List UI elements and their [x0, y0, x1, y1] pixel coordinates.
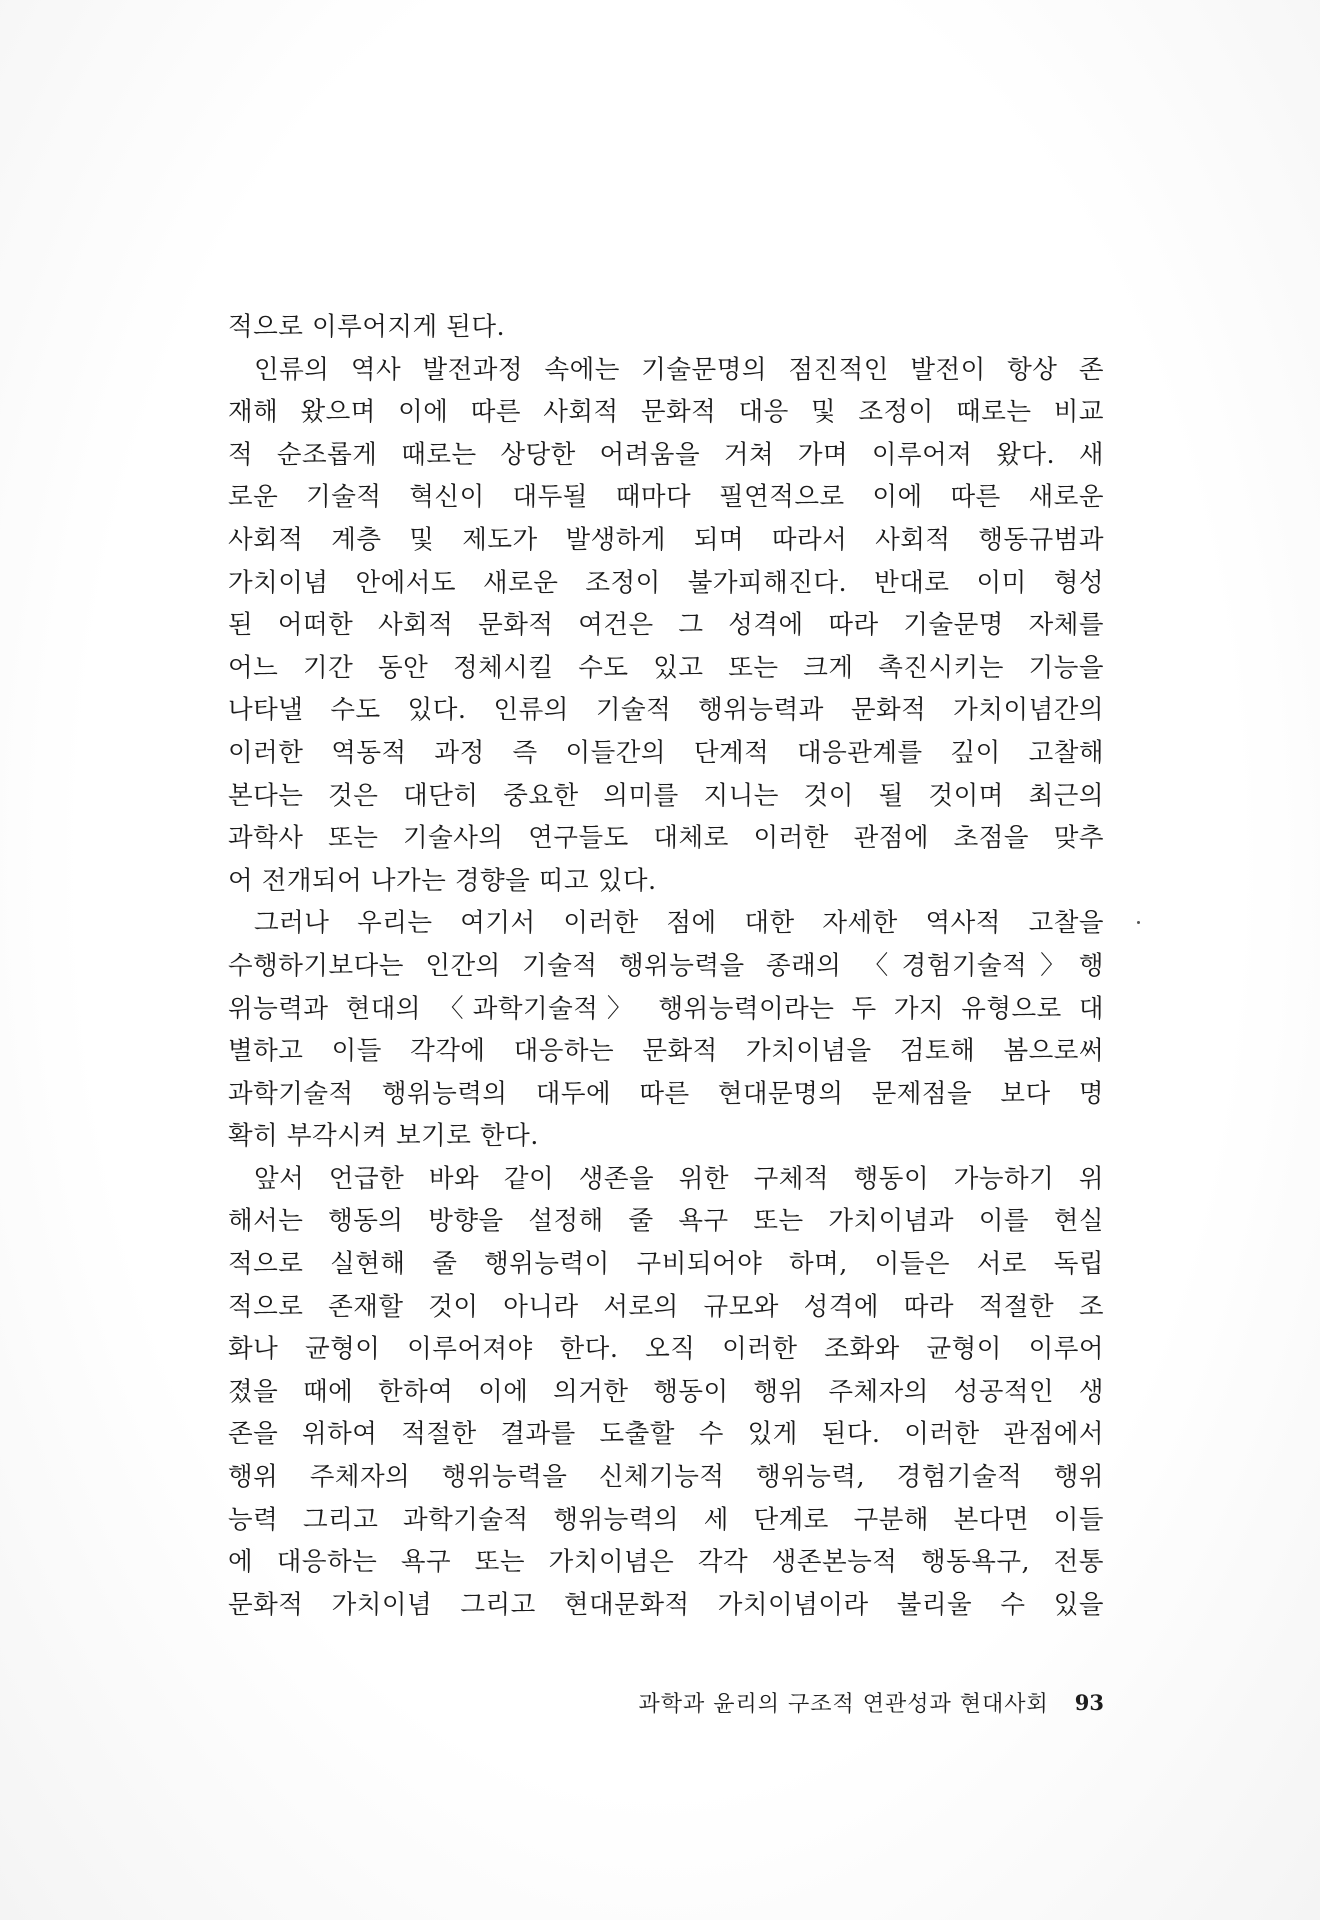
- text-line: 확히 부각시켜 보기로 한다.: [228, 1121, 539, 1152]
- text-line: 적으로 존재할 것이 아니라 서로의 규모와 성격에 따라 적절한 조: [228, 1291, 1104, 1322]
- page-number: 93: [1074, 1689, 1104, 1715]
- text-line: 과학기술적 행위능력의 대두에 따른 현대문명의 문제점을 보다 명: [228, 1078, 1104, 1109]
- text-line: 인류의 역사 발전과정 속에는 기술문명의 점진적인 발전이 항상 존: [254, 354, 1104, 385]
- text-line: 된 어떠한 사회적 문화적 여건은 그 성격에 따라 기술문명 자체를: [228, 610, 1104, 641]
- text-line: 수행하기보다는 인간의 기술적 행위능력을 종래의 〈경험기술적〉행: [228, 950, 1104, 981]
- text-line: 행위 주체자의 행위능력을 신체기능적 행위능력, 경험기술적 행위: [228, 1462, 1104, 1493]
- text-line: 과학사 또는 기술사의 연구들도 대체로 이러한 관점에 초점을 맞추: [228, 823, 1104, 854]
- text-line: 사회적 계층 및 제도가 발생하게 되며 따라서 사회적 행동규범과: [228, 524, 1104, 555]
- text-line: 앞서 언급한 바와 같이 생존을 위한 구체적 행동이 가능하기 위: [254, 1163, 1104, 1194]
- running-title: 과학과 윤리의 구조적 연관성과 현대사회: [638, 1691, 1049, 1717]
- text-line: 어느 기간 동안 정체시킬 수도 있고 또는 크게 촉진시키는 기능을: [228, 652, 1104, 683]
- text-line: 어 전개되어 나가는 경향을 띠고 있다.: [228, 865, 657, 896]
- text-line: 위능력과 현대의 〈과학기술적〉 행위능력이라는 두 가지 유형으로 대: [228, 993, 1104, 1024]
- text-line: 본다는 것은 대단히 중요한 의미를 지니는 것이 될 것이며 최근의: [228, 780, 1104, 811]
- text-line: 나타낼 수도 있다. 인류의 기술적 행위능력과 문화적 가치이념간의: [228, 695, 1104, 726]
- text-line: 해서는 행동의 방향을 설정해 줄 욕구 또는 가치이념과 이를 현실: [228, 1206, 1104, 1237]
- text-line: 적으로 이루어지게 된다.: [228, 312, 506, 342]
- text-line: 로운 기술적 혁신이 대두될 때마다 필연적으로 이에 따른 새로운: [228, 482, 1104, 513]
- text-line: 그러나 우리는 여기서 이러한 점에 대한 자세한 역사적 고찰을: [254, 908, 1104, 939]
- text-line: 적으로 실현해 줄 행위능력이 구비되어야 하며, 이들은 서로 독립: [228, 1249, 1104, 1280]
- page-footer: [520, 1682, 1104, 1722]
- text-line: 능력 그리고 과학기술적 행위능력의 세 단계로 구분해 본다면 이들: [228, 1504, 1104, 1535]
- text-line: 졌을 때에 한하여 이에 의거한 행동이 행위 주체자의 성공적인 생: [228, 1376, 1104, 1407]
- text-line: 가치이념 안에서도 새로운 조정이 불가피해진다. 반대로 이미 형성: [228, 567, 1104, 598]
- text-line: 별하고 이들 각각에 대응하는 문화적 가치이념을 검토해 봄으로써: [228, 1036, 1104, 1067]
- text-line: 이러한 역동적 과정 즉 이들간의 단계적 대응관계를 깊이 고찰해: [228, 737, 1104, 768]
- text-line: 문화적 가치이념 그리고 현대문화적 가치이념이라 불리울 수 있을: [228, 1589, 1104, 1620]
- text-line: 존을 위하여 적절한 결과를 도출할 수 있게 된다. 이러한 관점에서: [228, 1419, 1104, 1450]
- scan-speck: [1137, 921, 1140, 924]
- text-line: 화나 균형이 이루어져야 한다. 오직 이러한 조화와 균형이 이루어: [228, 1334, 1104, 1365]
- text-line: 에 대응하는 욕구 또는 가치이념은 각각 생존본능적 행동욕구, 전통: [228, 1547, 1104, 1578]
- text-line: 적 순조롭게 때로는 상당한 어려움을 거쳐 가며 이루어져 왔다. 새: [228, 439, 1104, 470]
- body-text: [228, 306, 1104, 1626]
- text-line: 재해 왔으며 이에 따른 사회적 문화적 대응 및 조정이 때로는 비교: [228, 397, 1104, 428]
